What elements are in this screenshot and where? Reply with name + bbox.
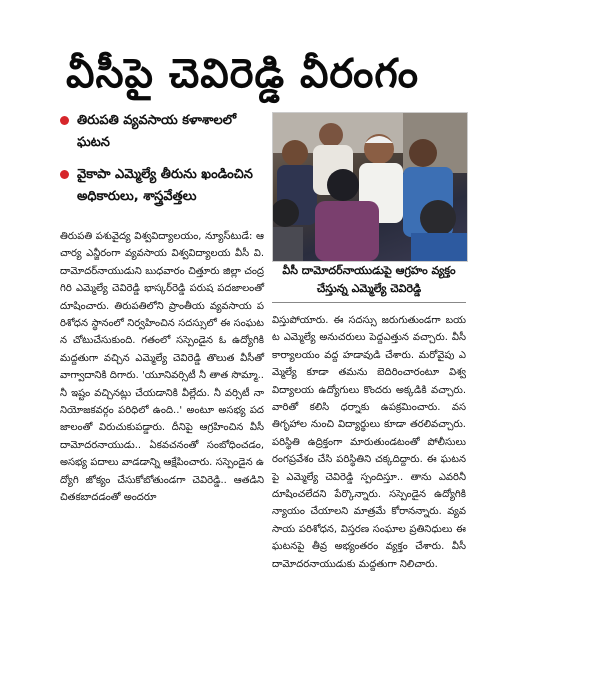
- headline: వీసీపై చెవిరెడ్డి వీరంగం: [66, 51, 420, 97]
- bullet-item: [60, 110, 270, 154]
- article-column-2: [272, 312, 466, 573]
- article-column-1: [60, 228, 264, 507]
- bullet-dot-icon: [60, 116, 69, 125]
- bullet-text: వైకాపా ఎమ్మెల్యే తీరును ఖండించిన అధికారులు, శాస్త్రవేత్తలు: [77, 167, 253, 204]
- news-photo: [272, 112, 468, 262]
- bullet-item: [60, 164, 270, 208]
- crowd-illustration: [273, 113, 467, 261]
- article-body-text: విస్తుపోయారు. ఈ సదస్సు జరుగుతుండగా బయట ఎమ్మెల్యే అనుచరులు పెద్దఎత్తున వచ్చారు. వీసీ కార్యాలయం వద్ద హడావుడి చేశారు. మరోవైపు ఎమ్మెల్యే కూడా తమను బెదిరించారంటూ విశ్వవిద్యాలయ ఉద్యోగులు కొందరు అక్కడికి వచ్చారు. వారితో కలిసి ధర్నాకు ఉపక్రమించారు. వసతిగృహాల నుంచి విద్యార్థులు కూడా తరలివచ్చారు. పరిస్థితి ఉద్రిక్తంగా మారుతుండటంతో పోలీసులు రంగప్రవేశం చేసి పరిస్థితిని చక్కదిద్దారు. ఈ ఘటనపై ఎమ్మెల్యే చెవిరెడ్డి స్పందిస్తూ.. తాను ఎవరినీ దూషించలేదని పేర్కొన్నారు. సస్పెండైన ఉద్యోగికి న్యాయం చేయాలని మాత్రమే కోరానన్నారు. వ్యవసాయ పరిశోధన, విస్తరణ సంఘాల ప్రతినిధులు ఈ ఘటనపై తీవ్ర అభ్యంతరం వ్యక్తం చేశారు. వీసీ దామోదరనాయుడుకు మద్దతుగా నిలిచారు.: [272, 315, 466, 570]
- bullet-text: తిరుపతి వ్యవసాయ కళాశాలలో ఘటన: [77, 113, 237, 150]
- article-body-text: తిరుపతి పశువైద్య విశ్వవిద్యాలయం, న్యూస్‌టుడే: ఆచార్య ఎన్జీరంగా వ్యవసాయ విశ్వవిద్యాలయ వీసీ వి.దామోదర్‌నాయుడుని బుధవారం చిత్తూరు జిల్లా చంద్రగిరి ఎమ్మెల్యే చెవిరెడ్డి భాస్కర్‌రెడ్డి పరుష పదజాలంతో దూషించారు. తిరుపతిలోని ప్రాంతీయ వ్యవసాయ పరిశోధన స్థానంలో నిర్వహించిన సదస్సులో ఈ సంఘటన చోటుచేసుకుంది. గతంలో సస్పెండైన ఓ ఉద్యోగికి మద్దతుగా వచ్చిన ఎమ్మెల్యే చెవిరెడ్డి తొలుత వీసీతో వాగ్వాదానికి దిగారు. 'యూనివర్సిటీ నీ తాత సొమ్మా.. నీ ఇష్టం వచ్చినట్లు చేయడానికి వీల్లేదు. నీ వర్సిటీ నా నియోజకవర్గం పరిధిలో ఉంది..' అంటూ అసభ్య పదజాలంతో విరుచుకుపడ్డారు. దీనిపై ఆగ్రహించిన వీసీ దామోదరనాయుడు.. ఏకవచనంతో సంబోధించడం, అసభ్య పదాలు వాడడాన్ని ఆక్షేపించారు. సస్పెండైన ఉద్యోగి జోక్యం చేసుకోబోతుండగా చెవిరెడ్డి.. ఆతడిని చితకబాదడంతో అందరూ: [60, 231, 264, 504]
- photo-caption: వీసీ దామోదర్‌నాయుడుపై ఆగ్రహం వ్యక్తం చేస్తున్న ఎమ్మెల్యే చెవిరెడ్డి: [272, 262, 466, 303]
- bullet-dot-icon: [60, 170, 69, 179]
- summary-bullets: [60, 110, 270, 218]
